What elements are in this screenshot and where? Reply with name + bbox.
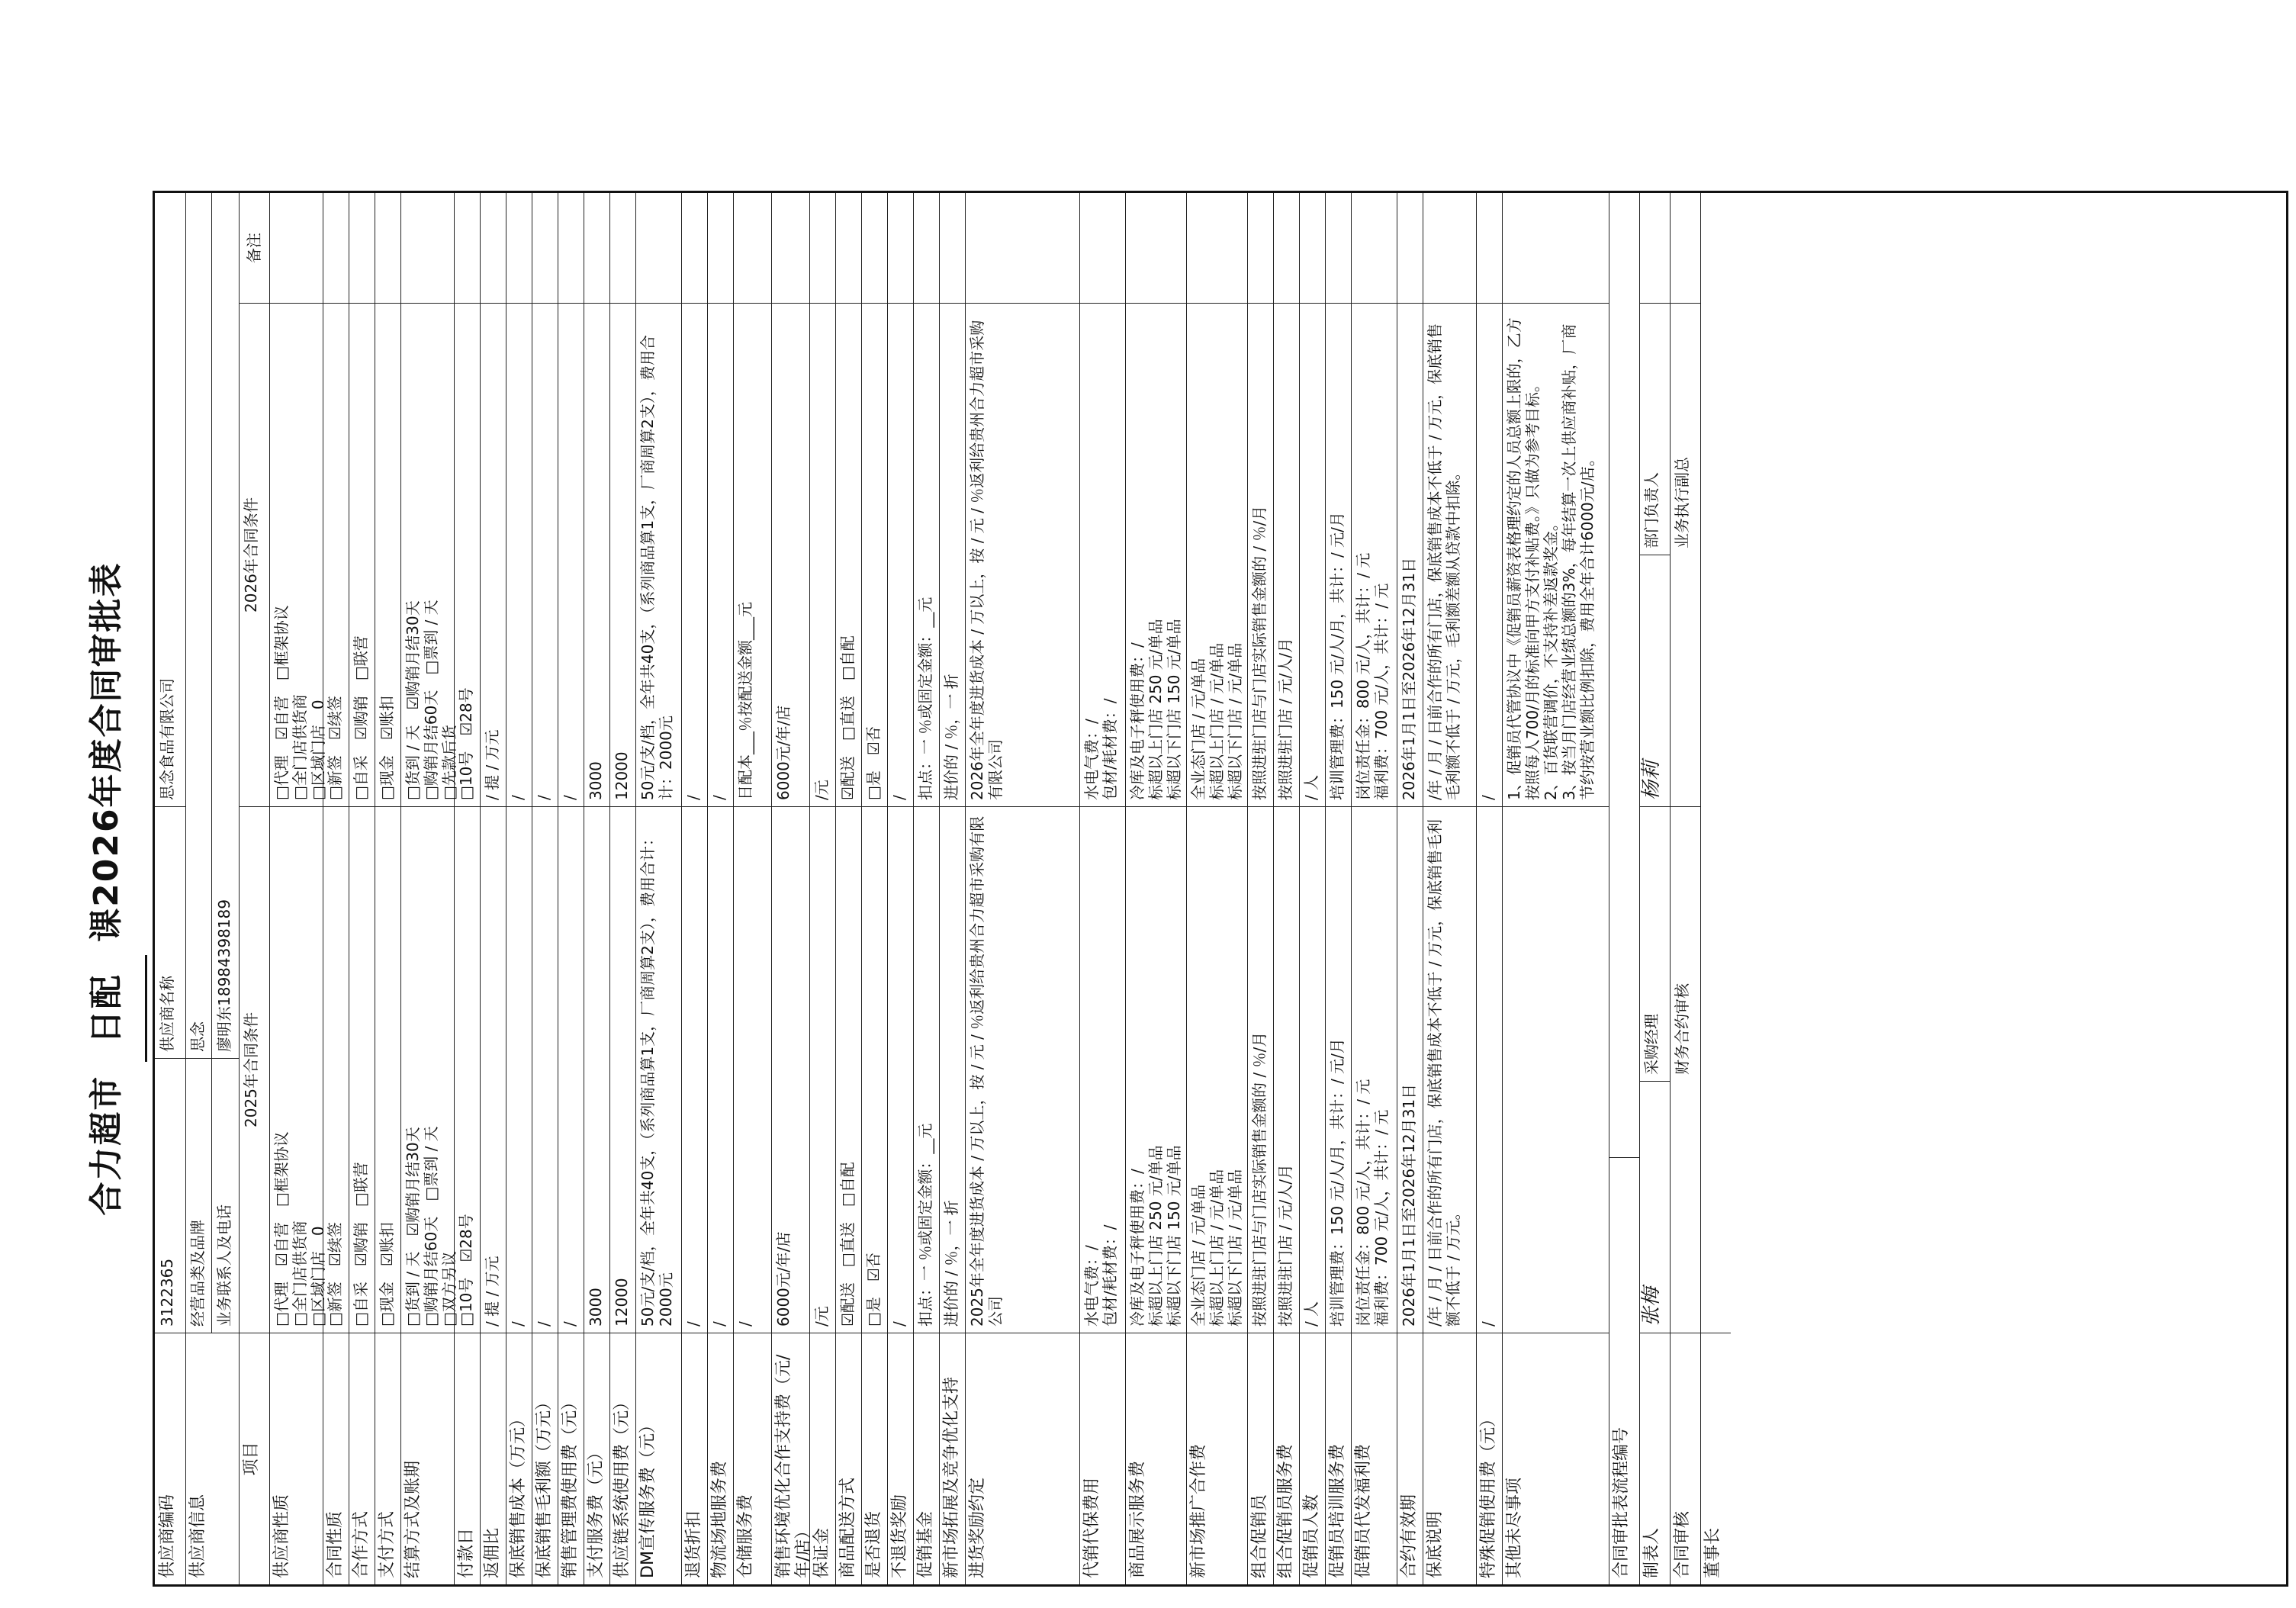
row-label: 促销基金 [913,1333,939,1584]
row-label: 其他未尽事项 [1502,1333,1609,1584]
supplier-code: 3122365 [155,1058,185,1333]
cell-remark [558,193,584,303]
table-row [558,193,584,1584]
cell-remark [349,193,375,303]
table-row [609,193,636,1584]
row-label: 保底销售毛利额（万元） [532,1333,558,1584]
table-row [1079,193,1126,1584]
cell-2026: 2026年1月1日至2026年12月31日 [1397,303,1423,806]
cell-2025 [1502,806,1609,1333]
row-label: 促销员人数 [1299,1333,1325,1584]
cell-remark [1325,193,1351,303]
table-row [771,193,813,1584]
cell-remark [733,193,771,303]
contract-review-row [1670,193,1701,1584]
cell-remark [1351,193,1397,303]
cell-2025: 岗位责任金：800 元/人，共计：/ 元 福利费：700 元/人，共计：/ 元 [1351,806,1397,1333]
col-2026: 2026年合同条件 [239,303,269,806]
cell-2025: /年 / 月 / 日前合作的所有门店，保底销售成本不低于 / 万元，保底销售毛利额不低于 / 万元。 [1423,806,1476,1333]
cell-2025: / [681,806,707,1333]
director-label: 董事长 [1700,1333,1731,1584]
row-label: 保底说明 [1423,1333,1476,1584]
dept-head-label: 部门负责人 [1639,303,1670,555]
cell-2026: □代理 ☑自营 □框架协议 □全门店供货商 □区域门店 0 [269,303,323,806]
supplier-info-label: 供应商信息 [185,1333,239,1584]
table-row [965,193,1080,1584]
cell-2025: / [707,806,733,1333]
cell-2025: 12000 [609,806,635,1333]
cell-2025: / [558,806,584,1333]
row-label: 仓储服务费 [733,1333,771,1584]
cell-remark [635,193,681,303]
brand-label: 经营品类及品牌 [185,1058,212,1333]
supplier-code-row [155,193,186,1584]
cell-remark [861,193,887,303]
cell-2025: 3000 [584,806,609,1333]
cell-remark [1247,193,1273,303]
cell-2025: 培训管理费：150 元/人/月，共计：/ 元/月 [1325,806,1351,1333]
cell-2026: 水电气费：/ 包材/耗材费：/ [1079,303,1125,806]
title-prefix: 合力超市 [87,1075,126,1216]
row-label: 返佣比 [480,1333,506,1584]
cell-remark [965,193,1079,303]
cell-2026: / 人 [1299,303,1325,806]
row-label: 合同性质 [323,1333,349,1584]
cell-2026: 冷库及电子秤使用费：/ 标超以上门店 250 元/单品 标超以下门店 150 元/单品 [1125,303,1186,806]
row-label: 不退货奖励 [887,1333,913,1584]
cell-2025: / [1476,806,1502,1333]
cell-2026: / 提 / 万元 [480,303,506,806]
cell-2025: / [532,806,558,1333]
row-label: 促销员代发福利费 [1351,1333,1397,1584]
contract-approval-sheet [69,191,2296,1587]
cell-2025: □货到 / 天 ☑购销月结30天 □购销月结60天 □票到 / 天 □双方另议 [400,806,454,1333]
row-label: 新市场拓展及竞争优化支持 [939,1333,965,1584]
contract-review-label: 合同审核 [1670,1333,1700,1584]
cell-2026: 按照进驻门店与门店实际销售金额的 / ％/月 [1247,303,1273,806]
cell-2026: □自采 ☑购销 □联营 [349,303,375,806]
table-row [887,193,914,1584]
page-title [69,191,145,1587]
row-label: 代销代保费用 [1079,1333,1125,1584]
supplier-name: 思念食品有限公司 [158,678,176,800]
approval-no-label: 合同审批表流程编号 [1609,1157,1639,1584]
row-label: 付款日 [454,1333,480,1584]
row-label: 合约有效期 [1397,1333,1423,1584]
table-row [733,193,772,1584]
cell-remark [532,193,558,303]
cell-remark [1423,193,1476,303]
cell-2026: □货到 / 天 ☑购销月结30天 □购销月结60天 □票到 / 天 □先款后货 [400,303,454,806]
table-row [939,193,966,1584]
purchase-mgr-signature: 杨莉 [1639,555,1670,806]
table-row [913,193,940,1584]
cell-remark [1079,193,1125,303]
row-label: 合作方式 [349,1333,375,1584]
cell-2026: □是 ☑否 [861,303,887,806]
row-label: 供应链系统使用费（元） [609,1333,635,1584]
cell-2025: /元 [809,806,835,1333]
cell-2025: 进价的 / ％，一 折 [939,806,965,1333]
cell-remark [1125,193,1186,303]
cell-2025: 2025年全年度进货成本 / 万以上，按 / 元 / ％返利给贵州合力超市采购有限公司 [965,806,1079,1333]
cell-2025: 2026年1月1日至2026年12月31日 [1397,806,1423,1333]
cell-remark [707,193,733,303]
row-label: 销售管理费使用费（元） [558,1333,584,1584]
row-label: 特殊促销使用费（元） [1476,1333,1502,1584]
cell-2026: / [532,303,558,806]
table-row [480,193,506,1584]
cell-2025: ☑配送 □直送 □自配 [835,806,861,1333]
table-row [1397,193,1423,1584]
col-item: 项目 [239,1333,269,1584]
cell-2025: □现金 ☑账扣 [375,806,400,1333]
cell-2026: / [681,303,707,806]
cell-2026: / [707,303,733,806]
cell-2025: 水电气费：/ 包材/耗材费：/ [1079,806,1125,1333]
table-row [635,193,682,1584]
cell-2026: □现金 ☑账扣 [375,303,400,806]
cell-2025: 扣点：一 ％或固定金额：__元 [913,806,939,1333]
row-label: 促销员培训服务费 [1325,1333,1351,1584]
row-label: 进货奖励约定 [965,1333,1079,1584]
cell-remark [681,193,707,303]
table-row [1325,193,1352,1584]
cell-2025: 全业态门店 / 元/单品 标超以上门店 / 元/单品 标超以下门店 / 元/单品 [1186,806,1247,1333]
cell-2025: 6000元/年/店 [771,806,809,1333]
maker-signature: 张梅 [1639,1081,1670,1333]
brand-value: 思念 [185,193,212,1058]
cell-remark [375,193,400,303]
cell-remark [584,193,609,303]
cell-2026: 50元/支/档，全年共40支，（系列商品算1支，厂商周算2支），费用合计：2000元 [635,303,681,806]
table-row [1351,193,1397,1584]
table-row [1273,193,1300,1584]
cell-2026: ☑配送 □直送 □自配 [835,303,861,806]
cell-remark [913,193,939,303]
row-label: 物流场地服务费 [707,1333,733,1584]
cell-2026: / [558,303,584,806]
finance-label: 财务合约审核 [1670,806,1700,1081]
cell-remark [1186,193,1247,303]
business-exec-signature [1670,193,1700,303]
row-label: 商品配送方式 [835,1333,861,1584]
cell-remark [1476,193,1502,303]
cell-2025: / [733,806,771,1333]
table-row [269,193,327,1584]
cell-2026: 扣点：一 ％或固定金额：__元 [913,303,939,806]
approval-table [153,191,2288,1587]
table-row [400,193,458,1584]
cell-2026: 日配本___％按配送金额___元 [733,303,771,806]
row-label: 供应商性质 [269,1333,323,1584]
col-2025: 2025年合同条件 [239,806,269,1333]
contact-value: 廖明东18984398189 [215,899,233,1052]
table-row [1299,193,1326,1584]
cell-remark [1273,193,1299,303]
table-row [1476,193,1503,1584]
business-exec-label: 业务执行副总 [1670,303,1700,555]
cell-remark [506,193,532,303]
supplier-info-row [185,193,240,1584]
cell-2025: 冷库及电子秤使用费：/ 标超以上门店 250 元/单品 标超以下门店 150 元/单品 [1125,806,1186,1333]
row-label: 组合促销员服务费 [1273,1333,1299,1584]
cell-remark [454,193,480,303]
cell-2025: / 提 / 万元 [480,806,506,1333]
table-row [506,193,532,1584]
cell-2026: 1、促销员代管协议中《促销员薪资表格理约定的人员总额上限的，乙方按照每人700/月的标准向甲方支付补贴费。》只做为参考目标。 2、百货联营调价，不支持补差返款奖金。 3、按当月门店经营业绩总额的3%，每年结算一次上供应商补贴，厂商节约按营业额比例扣除，费用全年合计6000元/店。 [1502,303,1609,806]
cell-2026: / [887,303,913,806]
row-label: 新市场推广合作费 [1186,1333,1247,1584]
table-row [835,193,862,1584]
table-row [532,193,558,1584]
column-header-row [239,193,270,1584]
cell-2026: /年 / 月 / 日前合作的所有门店，保底销售成本不低于 / 万元，保底销售毛利额不低于 / 万元，毛利额差额从贷款中扣除。 [1423,303,1476,806]
cell-2025: □是 ☑否 [861,806,887,1333]
cell-remark [400,193,454,303]
row-label: 支付服务费（元） [584,1333,609,1584]
table-row [454,193,481,1584]
table-row [323,193,349,1584]
cell-remark [887,193,913,303]
row-label: 结算方式及账期 [400,1333,454,1584]
dept-head-signature [1639,193,1670,303]
table-row [1502,193,1609,1584]
cell-remark [1299,193,1325,303]
cell-2026: / [1476,303,1502,806]
table-row [809,193,836,1584]
table-row [861,193,888,1584]
cell-2026: 全业态门店 / 元/单品 标超以上门店 / 元/单品 标超以下门店 / 元/单品 [1186,303,1247,806]
cell-2025: / 人 [1299,806,1325,1333]
cell-2025: □新签 ☑续签 [323,806,349,1333]
table-row [681,193,708,1584]
table-row [1423,193,1477,1584]
row-label: 保底销售成本（万元） [506,1333,532,1584]
cell-2026: /元 [809,303,835,806]
cell-remark [835,193,861,303]
title-category: 日配 [69,955,147,1062]
row-label: 支付方式 [375,1333,400,1584]
cell-2026: □10号 ☑28号 [454,303,480,806]
table-row [349,193,375,1584]
maker-row [1639,193,1671,1584]
cell-2025: 50元/支/档，全年共40支，（系列商品算1支，厂商周算2支），费用合计：2000元 [635,806,681,1333]
row-label: 退货折扣 [681,1333,707,1584]
cell-remark [609,193,635,303]
cell-2025: □代理 ☑自营 □框架协议 □全门店供货商 □区域门店 0 [269,806,323,1333]
approval-no-row [1609,193,1640,1584]
cell-2025: 按照进驻门店 / 元/人/月 [1273,806,1299,1333]
cell-2026: 3000 [584,303,609,806]
cell-remark [269,193,323,303]
table-row [375,193,401,1584]
cell-remark [323,193,349,303]
supplier-name-label: 供应商名称 [155,806,185,1058]
cell-2026: 培训管理费：150 元/人/月，共计：/ 元/月 [1325,303,1351,806]
cell-remark [809,193,835,303]
table-row [584,193,610,1584]
col-remark: 备注 [245,233,263,263]
row-label: 保证金 [809,1333,835,1584]
cell-2025: / [506,806,532,1333]
row-label: 是否退货 [861,1333,887,1584]
cell-remark [771,193,809,303]
cell-2026: □新签 ☑续签 [323,303,349,806]
table-row [1125,193,1187,1584]
cell-2026: 6000元/年/店 [771,303,809,806]
cell-remark [939,193,965,303]
cell-remark [1397,193,1423,303]
cell-remark [1502,193,1609,303]
supplier-code-label: 供应商编码 [155,1333,185,1584]
cell-2026: 岗位责任金：800 元/人，共计：/ 元 福利费：700 元/人，共计：/ 元 [1351,303,1397,806]
director-row [1700,193,1731,1584]
row-label: DM宣传服务费（元） [635,1333,681,1584]
cell-2026: 进价的 / ％，一 折 [939,303,965,806]
cell-remark [480,193,506,303]
cell-2025: / [887,806,913,1333]
row-label: 组合促销员 [1247,1333,1273,1584]
cell-2025: 按照进驻门店与门店实际销售金额的 / ％/月 [1247,806,1273,1333]
cell-2026: 2026年全年度进货成本 / 万以上，按 / 元 / ％返利给贵州合力超市采购有限公司 [965,303,1079,806]
row-label: 销售环境优化合作支持费（元/年/店） [771,1333,809,1584]
purchase-mgr-label: 采购经理 [1639,806,1670,1081]
table-row [1186,193,1248,1584]
cell-2025: □10号 ☑28号 [454,806,480,1333]
cell-2025: □自采 ☑购销 □联营 [349,806,375,1333]
table-row [707,193,734,1584]
cell-2026: 12000 [609,303,635,806]
contact-label: 业务联系人及电话 [212,1058,239,1333]
row-label: 商品展示服务费 [1125,1333,1186,1584]
table-row [1247,193,1274,1584]
maker-label: 制表人 [1639,1333,1670,1584]
title-suffix: 课2026年度合同审批表 [87,561,126,942]
cell-2026: / [506,303,532,806]
cell-2026: 按照进驻门店 / 元/人/月 [1273,303,1299,806]
